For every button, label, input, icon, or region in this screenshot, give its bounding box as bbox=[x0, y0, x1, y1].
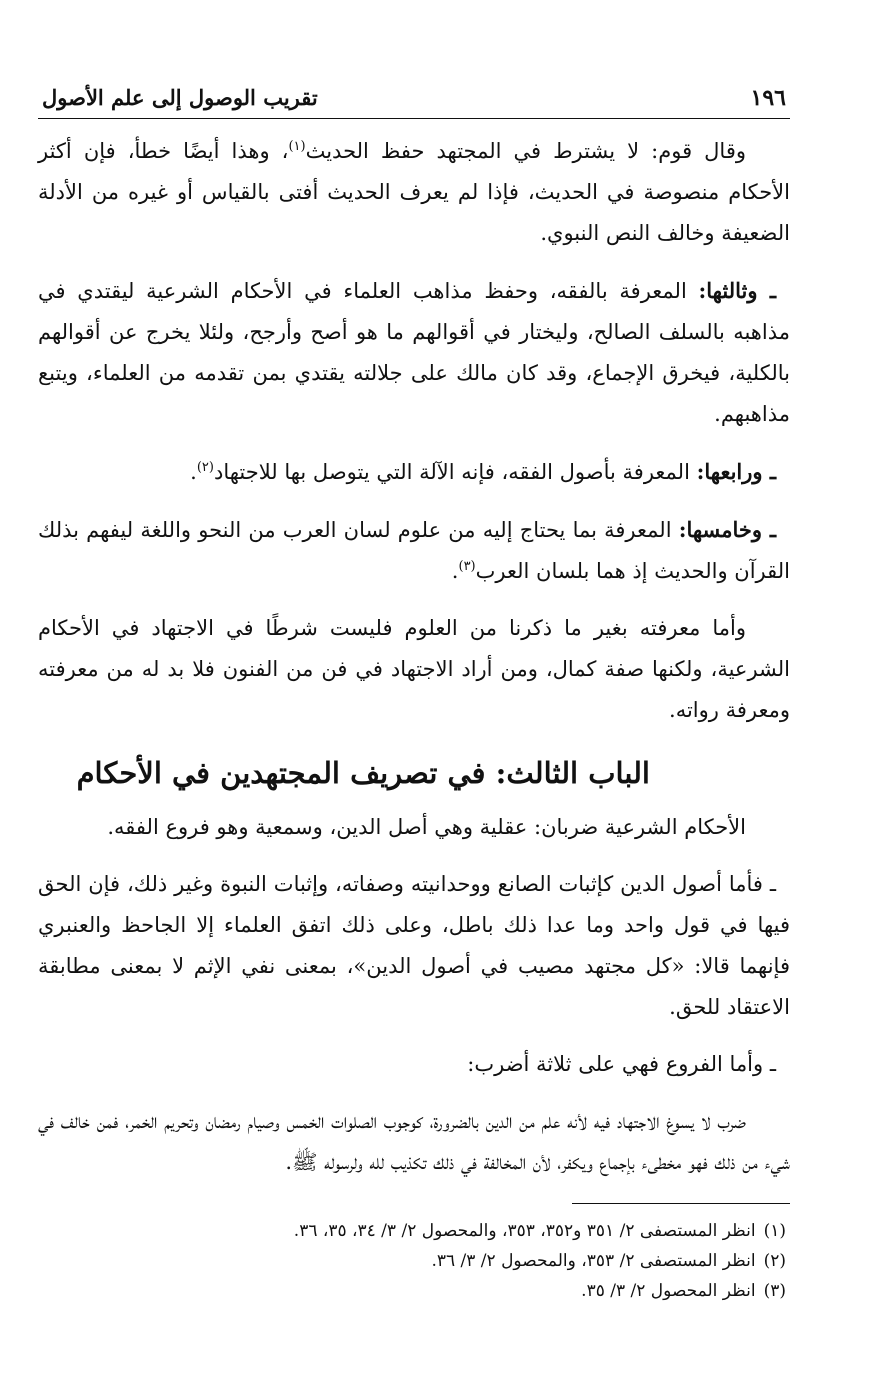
paragraph-4-lead: ـ وخامسها: bbox=[678, 517, 776, 542]
paragraph-3-end: . bbox=[190, 460, 197, 484]
paragraph-3 bbox=[38, 451, 790, 493]
footnote-3 bbox=[38, 1276, 790, 1306]
paragraph-2-lead: ـ وثالثها: bbox=[698, 278, 776, 303]
paragraph-4-text: المعرفة بما يحتاج إليه من علوم لسان العرب من النحو واللغة ليفهم بذلك القرآن والحديث إذ هما بلسان العرب bbox=[38, 518, 790, 583]
paragraph-2-text: المعرفة بالفقه، وحفظ مذاهب العلماء في الأحكام الشرعية ليقتدي في مذاهبه بالسلف الصالح، وليختار في أقوالهم ما هو أصح وأرجح، ولئلا يخرج عن أقوالهم بالكلية، فيخرق الإجماع، وقد كان مالك على جلالته يقتدي بمن تقدمه من العلماء، ويتبع مذاهبهم. bbox=[38, 279, 790, 426]
footnote-3-number: (٣) bbox=[763, 1281, 786, 1301]
footnotes bbox=[38, 1216, 790, 1306]
footnote-2-text: انظر المستصفى ٢/ ٣٥٣، والمحصول ٢/ ٣/ ٣٦. bbox=[431, 1251, 756, 1271]
footnote-ref-3[interactable]: (٣) bbox=[458, 559, 476, 574]
paragraph-5: وأما معرفته بغير ما ذكرنا من العلوم فليست شرطًا في الاجتهاد في الأحكام الشرعية، ولكنها صفة كمال، ومن أراد الاجتهاد في فن من الفنون فلا بد له من معرفته ومعرفة رواته. bbox=[38, 616, 790, 722]
section-heading: الباب الثالث: في تصريف المجتهدين في الأحكام bbox=[76, 756, 650, 790]
page-body bbox=[38, 131, 790, 1183]
footnote-1-text: انظر المستصفى ٢/ ٣٥١ و٣٥٢، ٣٥٣، والمحصول ٢/ ٣/ ٣٤، ٣٥، ٣٦. bbox=[293, 1221, 756, 1241]
section-paragraph-1: الأحكام الشرعية ضربان: عقلية وهي أصل الدين، وسمعية وهو فروع الفقه. bbox=[107, 815, 746, 839]
paragraph-4 bbox=[38, 509, 790, 592]
footnote-2 bbox=[38, 1246, 790, 1276]
paragraph-4-end: . bbox=[451, 559, 459, 583]
footnote-ref-1[interactable]: (١) bbox=[288, 139, 306, 154]
footnote-1 bbox=[38, 1216, 790, 1246]
page-number: ١٩٦ bbox=[750, 85, 786, 111]
paragraph-3-lead: ـ ورابعها: bbox=[696, 459, 776, 484]
footnote-divider bbox=[572, 1203, 790, 1204]
section-paragraph-4: ضرب لا يسوغ الاجتهاد فيه لأنه علم من الدين بالضرورة، كوجوب الصلوات الخمس وصيام رمضان وتحريم الخمر، فمن خالف في شيء من ذلك فهو مخطىء بإجماع ويكفر، لأن المخالفة في ذلك تكذيب لله ولرسوله ﷺ. bbox=[38, 1109, 790, 1174]
paragraph-1-text: وقال قوم: لا يشترط في المجتهد حفظ الحديث bbox=[305, 139, 747, 163]
page-header bbox=[38, 84, 790, 119]
footnote-1-number: (١) bbox=[763, 1221, 786, 1241]
footnote-3-text: انظر المحصول ٢/ ٣/ ٣٥. bbox=[581, 1281, 756, 1301]
section-paragraph-3: ـ وأما الفروع فهي على ثلاثة أضرب: bbox=[467, 1052, 776, 1076]
running-title: تقريب الوصول إلى علم الأصول bbox=[42, 85, 318, 110]
paragraph-1-rest: ، وهذا أيضًا خطأ، فإن أكثر الأحكام منصوصة في الحديث، فإذا لم يعرف الحديث أفتى بالقياس أو غيره من الأدلة الضعيفة وخالف النص النبوي. bbox=[38, 139, 790, 245]
footnote-2-number: (٢) bbox=[763, 1251, 786, 1271]
footnote-ref-2[interactable]: (٢) bbox=[196, 460, 214, 475]
paragraph-1 bbox=[38, 131, 790, 254]
section-paragraph-2: ـ فأما أصول الدين كإثبات الصانع ووحدانيته وصفاته، وإثبات النبوة وغير ذلك، فإن الحق فيها في قول واحد وما عدا ذلك باطل، وعلى ذلك اتفق العلماء إلا الجاحظ والعنبري فإنهما قالا: «كل مجتهد مصيب في أصول الدين»، بمعنى نفي الإثم لا بمعنى مطابقة الاعتقاد للحق. bbox=[38, 872, 790, 1019]
paragraph-2 bbox=[38, 270, 790, 435]
paragraph-3-text: المعرفة بأصول الفقه، فإنه الآلة التي يتوصل بها للاجتهاد bbox=[213, 460, 697, 484]
book-page bbox=[38, 84, 790, 1306]
